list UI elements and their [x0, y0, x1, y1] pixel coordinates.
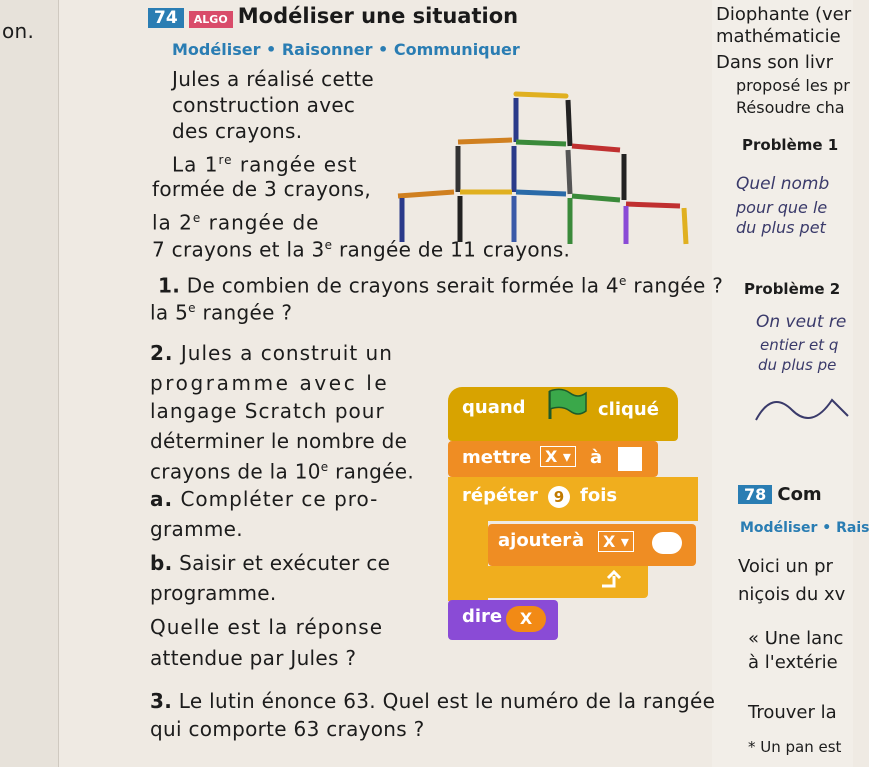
scratch-say-label: dire [462, 606, 503, 627]
intro-line-1: Jules a réalisé cette [172, 67, 374, 91]
handwriting-line-5: entier et q [760, 336, 839, 354]
scratch-when-flag-block[interactable] [448, 387, 678, 441]
handwriting-line-6: du plus pe [758, 356, 837, 374]
right-line-3: Dans son livr [716, 52, 833, 73]
question-2b-line-1: b. Saisir et exécuter ce [150, 551, 391, 575]
right-text-3: « Une lanc [748, 628, 844, 649]
exercise-78-competences: Modéliser • Rais [740, 520, 869, 536]
question-2a-line-2: gramme. [150, 517, 243, 541]
exercise-78-title: Com [777, 484, 822, 505]
exercise-78-header [738, 484, 822, 505]
scratch-set-var-dropdown[interactable]: X ▾ [540, 446, 576, 467]
exercise-78-number: 78 [738, 485, 772, 504]
intro-line-7: 7 crayons et la 3e rangée de 11 crayons. [152, 237, 571, 262]
scratch-say-block[interactable] [448, 600, 558, 640]
scratch-set-label: mettre [462, 447, 532, 468]
question-2b-line-2: programme. [150, 581, 277, 605]
scratch-set-value-slot[interactable] [618, 447, 642, 471]
question-2-line-5: crayons de la 10e rangée. [150, 459, 415, 484]
intro-line-5: formée de 3 crayons, [152, 177, 372, 201]
intro-line-2: construction avec [172, 93, 356, 117]
crayons-illustration [380, 80, 710, 245]
right-line-1: Diophante (ver [716, 4, 852, 25]
scratch-set-block[interactable] [448, 441, 658, 477]
scratch-add-block[interactable] [488, 524, 696, 566]
scratch-repeat-label: répéter [462, 485, 538, 506]
problem-2-label: Problème 2 [744, 280, 841, 298]
scratch-say-var[interactable]: X [506, 606, 546, 632]
handwriting-line-3: du plus pet [736, 218, 826, 237]
right-line-4: proposé les pr [736, 76, 850, 95]
scratch-repeat-block[interactable] [448, 477, 698, 521]
scratch-set-to-label: à [590, 447, 603, 468]
right-text-6: * Un pan est [748, 738, 842, 756]
scratch-add-value-slot[interactable] [652, 532, 682, 554]
scribble-drawing [752, 380, 852, 426]
question-1-line-2: la 5e rangée ? [150, 300, 293, 325]
scratch-repeat-end [448, 566, 648, 598]
green-flag-icon [544, 387, 590, 421]
exercise-number: 74 [148, 8, 184, 28]
scratch-add-label: ajouter [498, 530, 572, 551]
exercise-header [148, 4, 518, 28]
question-2-line-4: déterminer le nombre de [150, 429, 408, 453]
question-2-line-2: programme avec le [150, 371, 390, 395]
right-line-5: Résoudre cha [736, 98, 845, 117]
right-text-5: Trouver la [748, 702, 837, 723]
scratch-clicked-label: cliqué [598, 399, 659, 420]
scratch-times-label: fois [580, 485, 618, 506]
problem-1-label: Problème 1 [742, 136, 839, 154]
scratch-add-var-dropdown[interactable]: X ▾ [598, 531, 634, 552]
algo-tag: ALGO [189, 11, 233, 28]
question-3-line-2: qui comporte 63 crayons ? [150, 717, 425, 741]
handwriting-line-2: pour que le [736, 198, 828, 217]
handwriting-line-4: On veut re [756, 312, 847, 332]
exercise-title: Modéliser une situation [237, 4, 519, 28]
left-page-edge [0, 0, 59, 767]
handwriting-line-1: Quel nomb [736, 174, 830, 194]
question-2-query-line-1: Quelle est la réponse [150, 615, 384, 639]
right-text-2: niçois du xv [738, 584, 846, 605]
question-2a-line-1: a. Compléter ce pro- [150, 487, 379, 511]
right-text-4: à l'extérie [748, 652, 838, 673]
scratch-repeat-count[interactable]: 9 [548, 486, 570, 508]
intro-line-4: La 1re rangée est [172, 152, 358, 177]
question-1-line-1: 1. De combien de crayons serait formée la 4e rangée ? [158, 273, 724, 298]
scratch-when-label: quand [462, 397, 526, 418]
loop-arrow-icon [598, 570, 620, 590]
competences: Modéliser • Raisonner • Communiquer [172, 40, 520, 59]
question-3-line-1: 3. Le lutin énonce 63. Quel est le numéro de la rangée [150, 689, 716, 713]
left-margin-text: on. [2, 19, 35, 43]
intro-line-3: des crayons. [172, 119, 303, 143]
question-2-line-3: langage Scratch pour [150, 399, 385, 423]
right-text-1: Voici un pr [738, 556, 833, 577]
question-2-line-1: 2. Jules a construit un [150, 341, 393, 365]
scratch-add-to-label: à [572, 530, 585, 551]
question-2-query-line-2: attendue par Jules ? [150, 646, 357, 670]
right-line-2: mathématicie [716, 26, 841, 47]
intro-line-6: la 2e rangée de [152, 210, 320, 235]
